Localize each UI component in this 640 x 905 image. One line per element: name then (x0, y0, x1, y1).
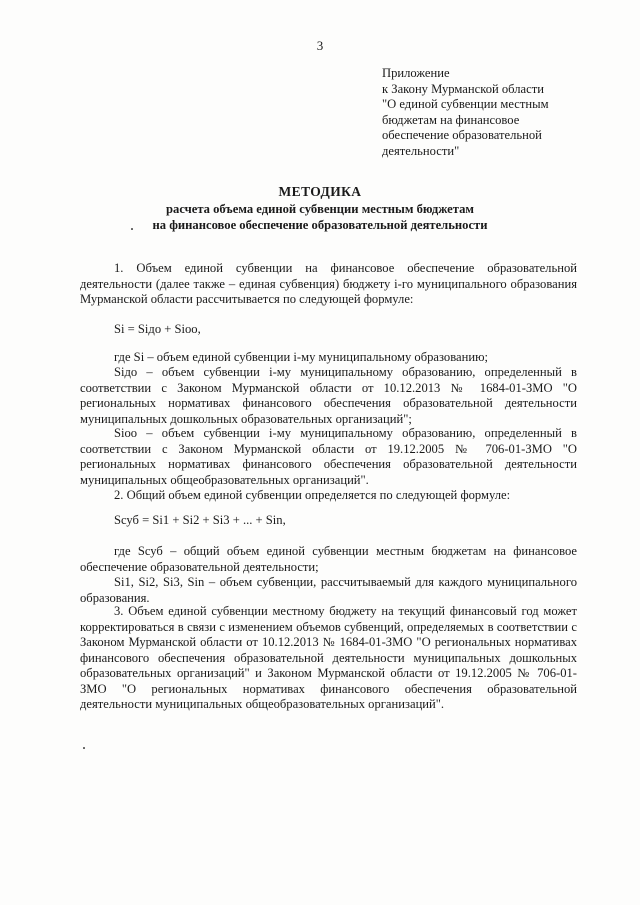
subtitle-line: расчета объема единой субвенции местным бюджетам (166, 202, 474, 216)
appendix-line: деятельности" (382, 143, 460, 158)
appendix-line: бюджетам на финансовое (382, 112, 520, 127)
paragraph-3: 3. Объем единой субвенции местному бюджету на текущий финансовый год может корректироваться в связи с изменением объемов субвенций, определяемых в соответствии с Законом Мурманской области от 10.12.2013 № 1684-01-ЗМО "О региональных нормативах финансового обеспечения образовательной деятельности муниципальных дошкольных образовательных организаций" и Законом Мурманской области от 19.12.2005 № 706-01-ЗМО "О региональных нормативах финансового обеспечения образовательной деятельности муниципальных общеобразовательных организаций". (80, 604, 577, 711)
definition-sido: Siдо – объем субвенции i-му муниципальному образованию, определенный в соответствии с Законом Мурманской области от 10.12.2013 № 1684-01-ЗМО "О региональных нормативах финансового обеспечения образовательной деятельности муниципальных дошкольных образовательных организаций"; (80, 365, 577, 426)
definition-si-list: Si1, Si2, Si3, Sin – объем субвенции, рассчитываемый для каждого муниципального образования. (80, 575, 577, 605)
formula-ssub: Sсуб = Si1 + Si2 + Si3 + ... + Sin, (114, 513, 286, 527)
subtitle-line: на финансовое обеспечение образовательной деятельности (152, 218, 488, 232)
definition-si: где Si – объем единой субвенции i-му муниципальному образованию; (114, 350, 488, 364)
definition-ssub: где Sсуб – общий объем единой субвенции местным бюджетам на финансовое обеспечение образовательной деятельности; (80, 544, 577, 574)
paragraph-1: 1. Объем единой субвенции на финансовое обеспечение образовательной деятельности (далее также – единая субвенция) бюджету i-го муниципального образования Мурманской области рассчитывается по следующей формуле: (80, 261, 577, 306)
scan-speck (83, 747, 85, 749)
appendix-line: Приложение (382, 66, 450, 80)
page-number: 3 (316, 38, 324, 53)
paragraph-2: 2. Общий объем единой субвенции определяется по следующей формуле: (114, 488, 511, 502)
definition-sioo: Siоо – объем субвенции i-му муниципальному образованию, определенный в соответствии с Законом Мурманской области от 19.12.2005 № 706-01-ЗМО "О региональных нормативах финансового обеспечения образовательной деятельности муниципальных общеобразовательных организаций". (80, 426, 577, 487)
appendix-note (382, 66, 622, 160)
appendix-line: "О единой субвенции местным (382, 97, 549, 112)
document-subtitle (60, 201, 580, 233)
formula-si: Si = Siдо + Siоо, (114, 322, 201, 336)
scan-speck (131, 228, 133, 230)
appendix-line: обеспечение образовательной (382, 128, 542, 143)
appendix-line: к Закону Мурманской области (382, 81, 544, 96)
document-title: МЕТОДИКА (278, 184, 362, 199)
